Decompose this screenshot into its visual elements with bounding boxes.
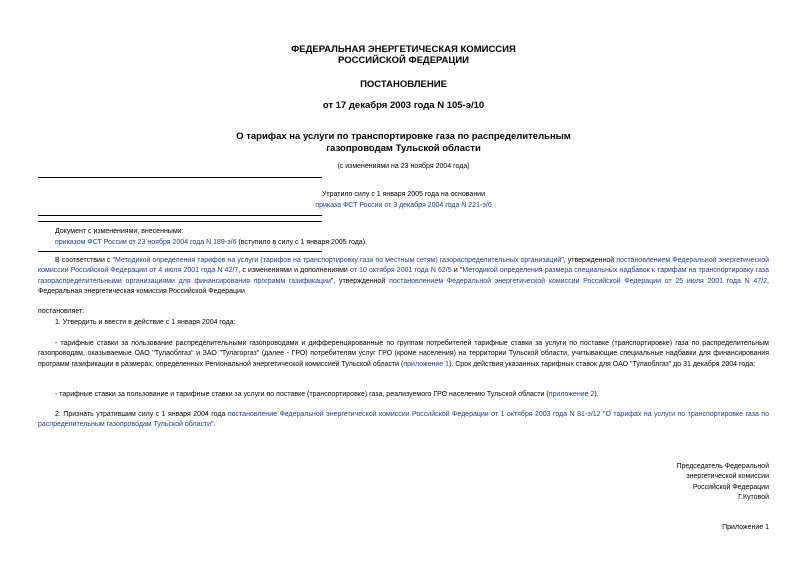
doc-title-line2: газопроводам Тульской области [326,143,481,154]
doc-date-number: от 17 декабря 2003 года N 105-э/10 [322,100,485,111]
appendix-label: Приложение 1 [722,524,769,531]
appendix-1-link[interactable]: приложение 1 [403,360,450,368]
fek-resolution-81-12-link[interactable]: постановление Федеральной энергетической комиссии Российской Федерации от 1 октября 2003 года N 81-э/12 [227,411,601,418]
signature-line3: Российской Федерации [692,483,769,491]
signature-line1: Председатель Федеральной [676,463,769,470]
amended-doc-link[interactable]: приказом ФСТ России от 23 ноября 2004 года N 189-э/6 [55,239,237,246]
surcharge-methodology-link[interactable]: Методикой определения размера специальных надбавок к тарифам на транспортировку газа газораспределительными организациями для финансирования программ газификации [38,267,769,285]
resolves-label: постановляет: [38,308,85,315]
repealed-title-link[interactable]: О тарифах на услуги по транспортировке газа по распределительным газопроводам Тульской области [38,411,769,429]
divider [38,215,322,216]
org-name-line1: ФЕДЕРАЛЬНАЯ ЭНЕРГЕТИЧЕСКАЯ КОМИССИЯ [291,44,516,55]
amended-doc-line [55,239,367,246]
divider [38,177,322,178]
bullet-2-paragraph: - тарифные ставки за пользование и тарифные ставки за услуги по поставке (транспортировке) газа, реализуемого ГРО населению Тульской области (приложение 2). [55,391,599,398]
fek-resolution-47-2-link[interactable]: постановлением Федеральной энергетической комиссии Российской Федерации от 25 июля 2001 года N 47/2 [389,277,768,285]
item-2-paragraph: 2. Признать утратившим силу с 1 января 2004 года постановление Федеральной энергетической комиссии Российской Федерации от 1 октября 2003 года N 81-э/12 "О тарифах на услуги по транспортировке газа по распределительным газопроводам Тульской области". [38,411,769,429]
methodology-link[interactable]: Методикой определения тарифов на услуги (тарифов на транспортировку газа по местным сетям) газораспределительных организаций [115,257,562,264]
amended-doc-suffix: (вступило в силу с 1 января 2005 года). [236,239,367,246]
expiry-order-link[interactable]: приказа ФСТ России от 3 декабря 2004 года N 221-э/6 [315,202,492,209]
signature-line2: энергетической комиссии [686,473,769,481]
doc-type: ПОСТАНОВЛЕНИЕ [360,79,447,90]
org-name-line2: РОССИЙСКОЙ ФЕДЕРАЦИИ [337,55,469,66]
item-1: 1. Утвердить и ввести в действие с 1 января 2004 года: [55,319,236,326]
amendments-note: (с изменениями на 23 ноября 2004 года) [337,163,470,170]
signature-name: Г.Кутовой [738,494,769,502]
preamble-paragraph: В соответствии с "Методикой определения тарифов на услуги (тарифов на транспортировку газа по местным сетям) газораспределительных организаций", утвержденной постановлением Федеральной энергетической комиссии Российской Федерации от 4 июля 2001 года N 42/7, с изменениями и дополнениями от 10 октября 2001 года N 62/5 и "Методикой определения размера специальных надбавок к тарифам на транспортировку газа газораспределительными организациями для финансирования программ газификации", утвержденной постановлением Федеральной энергетической комиссии Российской Федерации от 25 июля 2001 года N 47/2, Федеральная энергетическая комиссия Российской Федерации [38,257,770,296]
amended-doc-label: Документ с изменениями, внесенными: [55,228,184,235]
signature-block [676,462,769,504]
divider [38,251,322,252]
amendment-62-5-link[interactable]: от 10 октября 2001 года N 62/5 [349,267,452,275]
appendix-2-link[interactable]: приложение 2 [548,391,595,398]
bullet-1-paragraph: - тарифные ставки за пользование распределительными газопроводами и дифференцированные по группам потребителей тарифные ставки за услуги по поставке (транспортировке) газа по распределительным газопроводам, оказываемые ОАО "Тулаоблгаз" и ЗАО "Тулагоргаз" (далее - ГРО) потребителям услуг ГРО (кроме населения) на территории Тульской области, учитывающие специальные надбавки для финансирования программ газификации в размерах, определенных Региональной энергетической комиссией Тульской области (приложение 1). Срок действия указанных тарифных ставок для ОАО "Тулаоблгаз" до 31 декабря 2004 года; [38,340,769,368]
divider [38,221,322,222]
doc-title-line1: О тарифах на услуги по транспортировке газа по распределительным [236,131,571,142]
fek-resolution-42-7-link[interactable]: постановлением Федеральной энергетической комиссии Российской Федерации от 4 июля 2001 года N 42/7 [38,257,770,275]
expiry-note: Утратило силу с 1 января 2005 года на основании [321,191,486,198]
